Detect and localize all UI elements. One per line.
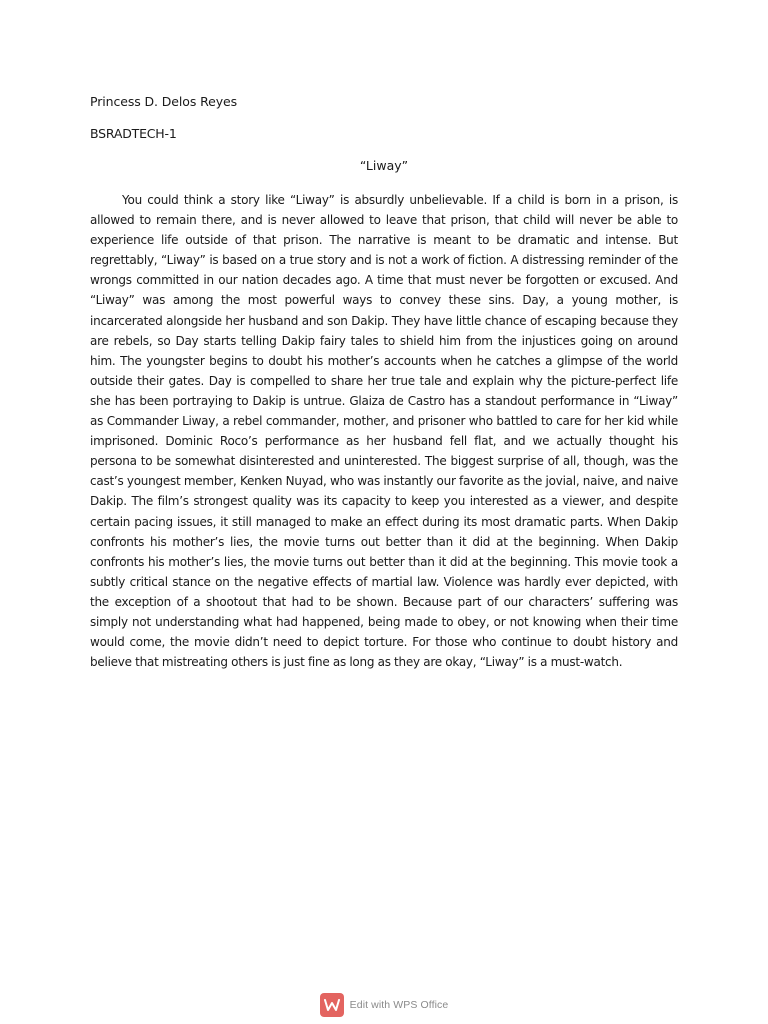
wps-office-logo-icon	[320, 993, 344, 1017]
essay-title: “Liway”	[359, 158, 409, 173]
essay-body: You could think a story like “Liway” is absurdly unbelievable. If a child is born in a prison, is allowed to remain there, and is never allowed to leave that prison, that child will never be able to experience life outside of that prison. The narrative is meant to be dramatic and intense. But regrettably, “Liway” is based on a true story and is not a work of fiction. A distressing reminder of the wrongs committed in our nation decades ago. A time that must never be forgotten or excused. And “Liway” was among the most powerful ways to convey these sins. Day, a young mother, is incarcerated alongside her husband and son Dakip. They have little chance of escaping because they are rebels, so Day starts telling Dakip fairy tales to shield him from the injustices going on around him. The youngster begins to doubt his mother’s accounts when he catches a glimpse of the world outside their gates. Day is compelled to share her true tale and explain why the picture-perfect life she has been portraying to Dakip is untrue. Glaiza de Castro has a standout performance in “Liway” as Commander Liway, a rebel commander, mother, and prisoner who battled to care for her kid while imprisoned. Dominic Roco’s performance as her husband fell flat, and we actually thought his persona to be somewhat disinterested and uninterested. The biggest surprise of all, though, was the cast’s youngest member, Kenken Nuyad, who was instantly our favorite as the jovial, naive, and naive Dakip. The film’s strongest quality was its capacity to keep you interested as a viewer, and despite certain pacing issues, it still managed to make an effect during its most dramatic parts. When Dakip confronts his mother’s lies, the movie turns out better than it did at the beginning. When Dakip confronts his mother’s lies, the movie turns out better than it did at the beginning. This movie took a subtly critical stance on the negative effects of martial law. Violence was hardly ever depicted, with the exception of a shootout that had to be shown. Because part of our characters’ suffering was simply not understanding what had happened, being made to obey, or not knowing when their time would come, the movie didn’t need to depict torture. For those who continue to doubt history and believe that mistreating others is just fine as long as they are okay, “Liway” is a must-watch.	[90, 193, 678, 670]
wps-footer[interactable]	[0, 992, 768, 1018]
course-label: BSRADTECH-1	[90, 126, 177, 141]
wps-footer-label[interactable]: Edit with WPS Office	[349, 999, 449, 1011]
author-name: Princess D. Delos Reyes	[90, 94, 238, 109]
